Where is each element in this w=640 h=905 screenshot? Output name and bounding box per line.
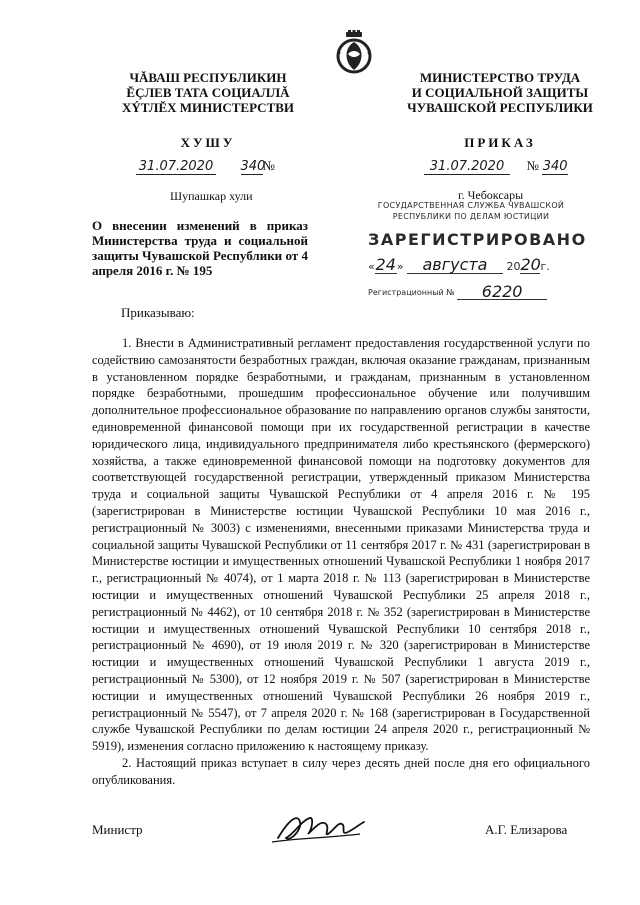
doc-type-russian: ПРИКАЗ (464, 135, 536, 150)
order-word: Приказываю: (121, 305, 195, 320)
header-right-line1: МИНИСТЕРСТВО ТРУДА (419, 70, 581, 85)
coat-of-arms-icon (334, 30, 374, 76)
dateline-left (136, 158, 275, 175)
stamp-line2: РЕСПУБЛИКИ ПО ДЕЛАМ ЮСТИЦИИ (392, 212, 550, 221)
stamp-date (368, 257, 574, 274)
date-left: 31.07.2020 (136, 160, 216, 175)
number-sign-left: № (262, 158, 275, 173)
stamp-day: 24 (375, 255, 396, 274)
city-russian: г. Чебоксары (458, 188, 524, 202)
stamp-month: августа (407, 257, 503, 274)
signatory-name: А.Г. Елизарова (485, 822, 568, 837)
number-right: 340 (542, 159, 568, 174)
handwritten-signature-icon (268, 808, 368, 848)
stamp-date-open: « (368, 260, 375, 273)
signatory-title: Министр (92, 822, 143, 837)
header-right-line3: ЧУВАШСКОЙ РЕСПУБЛИКИ (407, 100, 593, 115)
header-right-line2: И СОЦИАЛЬНОЙ ЗАЩИТЫ (411, 85, 589, 100)
paragraph-2: 2. Настоящий приказ вступает в силу через десять дней после дня его официального опубликования. (92, 755, 590, 787)
stamp-reg-number: 6220 (457, 285, 547, 300)
stamp-reg (368, 282, 574, 301)
ministry-header-russian (384, 70, 616, 115)
dateline-right (424, 158, 568, 175)
stamp-reg-label: Регистрационный № (368, 288, 455, 297)
ministry-header-chuvash (92, 70, 324, 115)
header-left-line2: ĔÇЛЕВ ТАТА СОЦИАЛЛĂ (126, 85, 290, 100)
stamp-year: 20 (520, 255, 541, 274)
doc-type-chuvash: ХУШУ (180, 135, 236, 150)
stamp-registered: ЗАРЕГИСТРИРОВАНО (368, 230, 587, 249)
order-body (92, 335, 590, 789)
stamp-year-prefix: 20 (506, 260, 521, 273)
registration-stamp (368, 201, 587, 303)
header-left-line1: ЧĂВАШ РЕСПУБЛИКИН (129, 70, 287, 85)
number-sign-right: № (526, 158, 539, 173)
header-left-line3: ХÝТЛĔХ МИНИСТЕРСТВИ (121, 100, 295, 115)
date-right: 31.07.2020 (424, 160, 510, 175)
city-chuvash: Шупашкар хули (170, 189, 253, 203)
stamp-line1: ГОСУДАРСТВЕННАЯ СЛУЖБА ЧУВАШСКОЙ (377, 201, 565, 210)
stamp-year-suffix: г. (540, 260, 550, 273)
number-left: 340 (240, 159, 266, 174)
order-subject: О внесении изменений в приказ Министерства труда и социальной защиты Чувашской Республики от 4 апреля 2016 г. № 195 (92, 218, 308, 278)
paragraph-1: 1. Внести в Административный регламент предоставления государственной услуги по содействию самозанятости безработных граждан, включая оказание гражданам, признанным в установленном порядке безработными, и гражданам, признанным в установленном порядке безработными, прошедшим профессиональное обучение или получившим дополнительное профессиональное образование по направлению органов службы занятости, единовременной финансовой помощи при их государственной регистрации в качестве юридического лица, индивидуального предпринимателя либо крестьянского (фермерского) хозяйства, а также единовременной финансовой помощи на подготовку документов для соответствующей государственной регистрации, утвержденный приказом Министерства труда и социальной защиты Чувашской Республики от 4 апреля 2016 г. № 195 (зарегистрирован в Министерстве юстиции Чувашской Республики 10 мая 2016 г., регистрационный № 3003) с изменениями, внесенными приказами Министерства труда и социальной защиты Чувашской Республики от 11 сентября 2017 г. № 431 (зарегистрирован в Министерстве юстиции и имущественных отношений Чувашской Республики 1 ноября 2017 г., регистрационный № 4074), от 1 марта 2018 г. № 113 (зарегистрирован в Министерстве юстиции и имущественных отношений Чувашской Республики 25 апреля 2018 г., регистрационный № 4462), от 10 сентября 2018 г. № 352 (зарегистрирован в Министерстве юстиции и имущественных отношений Чувашской Республики 10 сентября 2018 г., регистрационный № 4690), от 19 июля 2019 г. № 320 (зарегистрирован в Министерстве юстиции и имущественных отношений Чувашской Республики 1 августа 2019 г., регистрационный № 5300), от 12 ноября 2019 г. № 507 (зарегистрирован в Министерстве юстиции и имущественных отношений Чувашской Республики 26 ноября 2019 г., регистрационный № 5547), от 7 апреля 2020 г. № 168 (зарегистрирован в Государственной службе Чувашской Республики по делам юстиции 24 апреля 2020 г., регистрационный № 5919), изменения согласно приложению к настоящему приказу. (92, 336, 590, 754)
stamp-date-close: » (396, 260, 404, 273)
